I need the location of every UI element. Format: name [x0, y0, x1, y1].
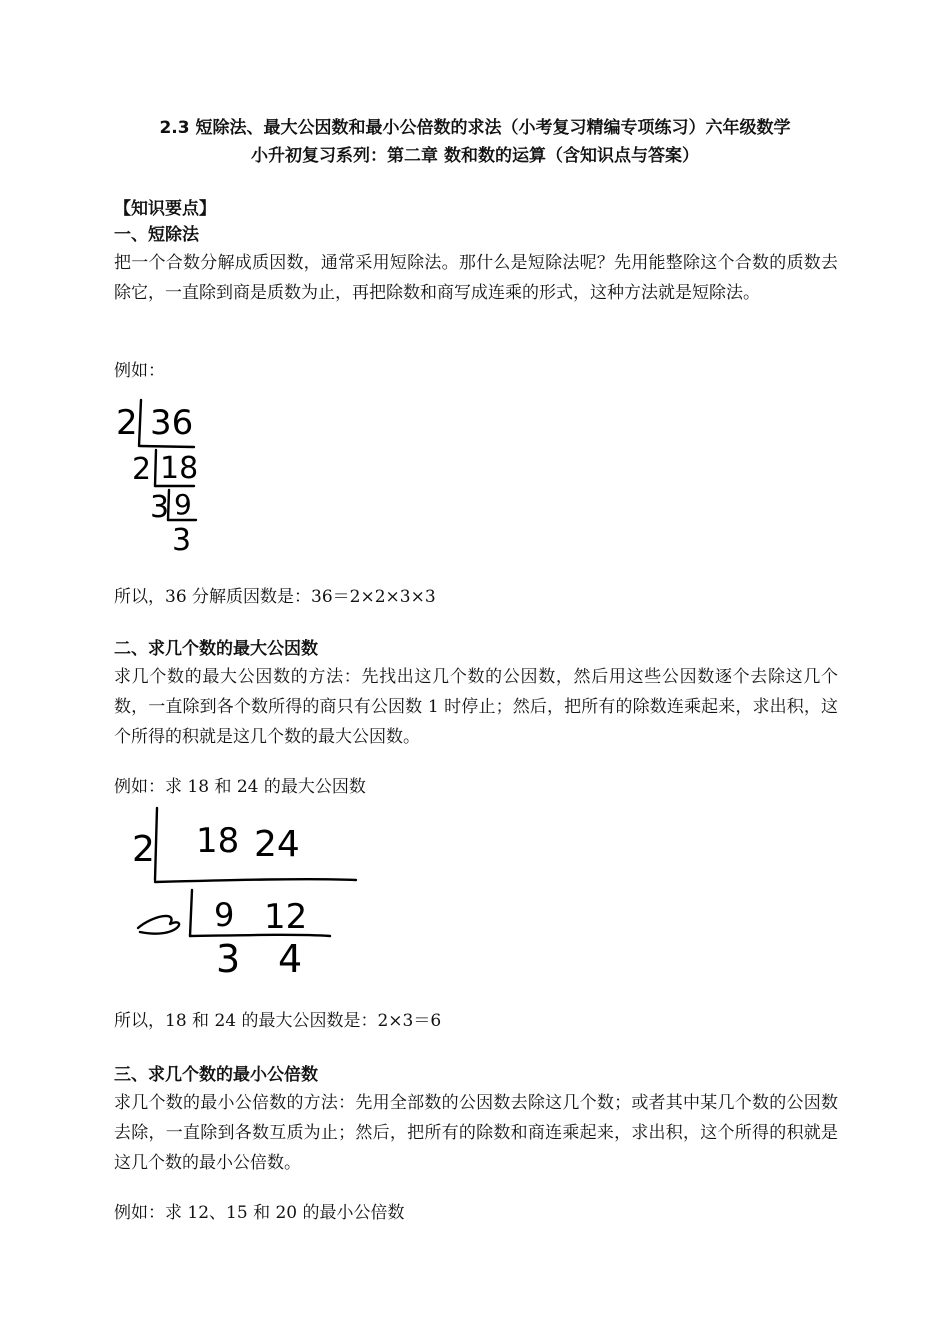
- dividend-1: 36: [150, 403, 194, 443]
- division-horizontal-line: [140, 446, 194, 447]
- dividend-2: 18: [160, 451, 199, 486]
- dividend-3: 9: [174, 488, 192, 521]
- section-1-conclusion: 所以，36 分解质因数是：36＝2×2×3×3: [114, 587, 436, 607]
- row-1-value-1: 18: [196, 821, 240, 861]
- division-vertical-line: [168, 490, 169, 520]
- divisor-1: 2: [116, 403, 138, 443]
- section-2-conclusion: 所以，18 和 24 的最大公因数是：2×3＝6: [114, 1011, 442, 1031]
- division-horizontal-line: [155, 879, 356, 882]
- divisor-1: 2: [132, 829, 155, 870]
- division-vertical-line: [155, 450, 156, 486]
- row-1-value-2: 24: [254, 824, 300, 865]
- row-2-value-2: 12: [264, 897, 308, 937]
- short-division-diagram-36: [112, 392, 222, 558]
- section-3-heading: 三、求几个数的最小公倍数: [114, 1065, 318, 1085]
- section-3-example-label: 例如：求 12、15 和 20 的最小公倍数: [114, 1203, 405, 1223]
- divisor-3: 3: [150, 490, 170, 525]
- document-title-line-2: 小升初复习系列：第二章 数和数的运算（含知识点与答案）: [251, 146, 699, 166]
- row-2-value-1: 9: [214, 896, 235, 934]
- short-division-diagram-18-24: [130, 806, 362, 981]
- section-3-body: 求几个数的最小公倍数的方法：先用全部数的公因数去除这几个数；或者其中某几个数的公因数去除，一直除到各数互质为止；然后，把所有的除数和商连乘起来，求出积，这个所得的积就是这几个数的最小公倍数。: [114, 1093, 838, 1173]
- knowledge-header: 【知识要点】: [114, 199, 216, 219]
- division-vertical-line: [155, 808, 157, 880]
- section-1-example-label: 例如：: [114, 361, 165, 381]
- row-3-value-1: 3: [216, 937, 241, 981]
- section-1-heading: 一、短除法: [114, 225, 199, 245]
- divisor-2: 3: [140, 896, 163, 937]
- division-vertical-line: [190, 890, 192, 936]
- document-title-line-1: 2.3 短除法、最大公因数和最小公倍数的求法（小考复习精编专项练习）六年级数学: [159, 118, 791, 138]
- row-3-value-2: 4: [278, 937, 303, 981]
- division-horizontal-line: [190, 935, 330, 936]
- final-quotient: 3: [172, 523, 192, 558]
- section-2-body: 求几个数的最大公因数的方法：先找出这几个数的公因数，然后用这些公因数逐个去除这几个数，一直除到各个数所得的商只有公因数 1 时停止；然后，把所有的除数连乘起来，求出积，这个所得的积就是这几个数的最大公因数。: [114, 667, 838, 747]
- section-2-example-label: 例如：求 18 和 24 的最大公因数: [114, 777, 366, 797]
- section-2-heading: 二、求几个数的最大公因数: [114, 639, 318, 659]
- section-1-body: 把一个合数分解成质因数，通常采用短除法。那什么是短除法呢？先用能整除这个合数的质数去除它，一直除到商是质数为止，再把除数和商写成连乘的形式，这种方法就是短除法。: [114, 253, 838, 303]
- divisor-2: 2: [132, 452, 152, 487]
- division-vertical-line: [139, 400, 141, 446]
